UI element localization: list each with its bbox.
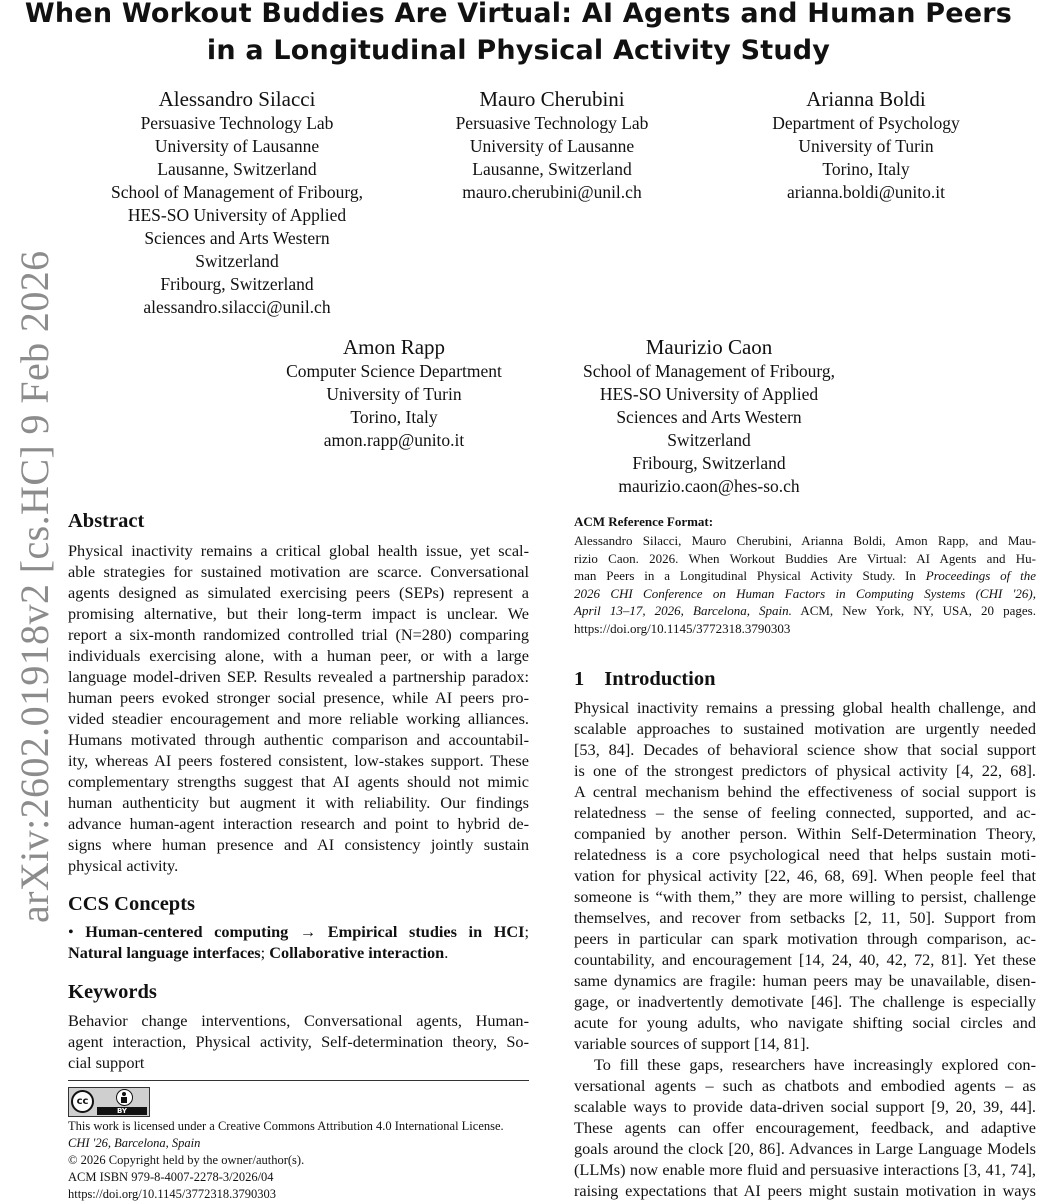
intro-line: To fill these gaps, researchers have increasingly explored con- xyxy=(594,1055,1036,1074)
intro-line: scalable approaches to sustained motivation are urgently needed xyxy=(574,719,1036,738)
affiliation-line: Torino, Italy xyxy=(822,159,910,179)
affiliation-line: HES-SO University of Applied xyxy=(599,384,819,404)
affiliation-line: HES-SO University of Applied xyxy=(127,205,347,225)
affiliation-line: Computer Science Department xyxy=(286,361,502,381)
acm-ref-doi[interactable]: https://doi.org/10.1145/3772318.3790303 xyxy=(574,620,791,636)
abstract-line: Humans motivated through authentic comparison and accountabil- xyxy=(68,730,529,749)
abstract-line: promising alternative, but their long-term impact is unclear. We xyxy=(68,604,529,623)
arxiv-id-text: arXiv:2602.01918v2 [cs.HC] 9 Feb 2026 xyxy=(12,250,57,923)
doi-link[interactable]: https://doi.org/10.1145/3772318.3790303 xyxy=(68,1187,276,1201)
affiliation-line: University of Turin xyxy=(798,136,934,156)
footnote-rule xyxy=(68,1080,529,1081)
author-email: maurizio.caon@hes-so.ch xyxy=(618,476,800,496)
abstract-line: human authenticity but augment it with reliability. Our findings xyxy=(68,793,529,812)
abstract-line: agents designed as simulated exercising peers (SEPs) represent a xyxy=(68,583,529,602)
affiliation-line: School of Management of Fribourg, xyxy=(583,361,835,381)
title-line-2: in a Longitudinal Physical Activity Study xyxy=(206,35,831,66)
bullet: • xyxy=(68,922,74,941)
abstract-line: individuals exercising alone, with a human peer, or with a large xyxy=(68,646,529,665)
acm-ref-date: April 13–17, 2026, Barcelona, Spain. xyxy=(574,603,792,618)
abstract-line: able strategies for sustained motivation are scarce. Conversational xyxy=(68,562,529,581)
author-email: mauro.cherubini@unil.ch xyxy=(462,182,642,202)
intro-line: A central mechanism behind the effectiveness of social support is xyxy=(574,782,1036,801)
abstract-line: physical activity. xyxy=(68,856,179,875)
affiliation-line: Switzerland xyxy=(667,430,751,450)
affiliation-line: University of Lausanne xyxy=(154,136,320,156)
author-block-2 xyxy=(456,87,649,204)
author-block-1 xyxy=(111,87,363,319)
author-name: Amon Rapp xyxy=(342,335,446,359)
author-name: Maurizio Caon xyxy=(645,335,773,359)
intro-line: someone is “with them,” they are more willing to persist, challenge xyxy=(574,887,1036,906)
abstract-line: complementary strengths suggest that AI agents should not mimic xyxy=(68,772,529,791)
abstract-line: human peers evoked stronger social presence, while AI peers pro- xyxy=(68,688,529,707)
intro-line: countability, and encouragement [14, 24, 40, 42, 72, 81]. Yet these xyxy=(574,950,1036,969)
author-name: Alessandro Silacci xyxy=(158,87,316,111)
attribution-person-icon xyxy=(116,1089,133,1106)
affiliation-line: Sciences and Arts Western xyxy=(144,228,330,248)
intro-line: goals around the clock [20, 86]. Advances in Large Language Models xyxy=(574,1139,1036,1158)
cc-by-badge xyxy=(68,1087,150,1117)
keywords-heading: Keywords xyxy=(68,981,157,1003)
ccs-concept: Natural language interfaces xyxy=(68,943,261,962)
introduction-body xyxy=(574,697,1036,1201)
intro-line: variable sources of support [14, 81]. xyxy=(574,1034,810,1053)
cc-icon: cc xyxy=(71,1090,94,1113)
affiliation-line: Department of Psychology xyxy=(772,113,960,133)
intro-line: vation for physical activity [22, 46, 68, 69]. When people feel that xyxy=(574,866,1036,885)
abstract-line: advance human-agent interaction research and point to hybrid de- xyxy=(68,814,529,833)
abstract-line: ity, whereas AI peers fostered consistent, low-stakes support. These xyxy=(68,751,529,770)
author-name: Mauro Cherubini xyxy=(479,87,625,111)
affiliation-line: Torino, Italy xyxy=(350,407,438,427)
abstract-line: language model-driven SEP. Results revealed a partnership paradox: xyxy=(68,667,529,686)
introduction-heading xyxy=(574,667,716,691)
affiliation-line: University of Turin xyxy=(326,384,462,404)
acm-ref-proceedings: Proceedings of the xyxy=(925,568,1036,583)
ccs-heading: CCS Concepts xyxy=(68,893,195,915)
intro-line: (LLMs) now enable more fluid and persuasive interactions [3, 41, 74], xyxy=(574,1160,1036,1179)
intro-line: scalable ways to provide data-driven social support [9, 20, 39, 44]. xyxy=(574,1097,1036,1116)
affiliation-line: School of Management of Fribourg, xyxy=(111,182,363,202)
section-title: Introduction xyxy=(604,668,716,690)
abstract-line: Physical inactivity remains a critical global health issue, yet scal- xyxy=(68,541,529,560)
acm-ref-line: Alessandro Silacci, Mauro Cherubini, Arianna Boldi, Amon Rapp, and Mau- xyxy=(574,533,1036,548)
title-line-1: When Workout Buddies Are Virtual: AI Agents and Human Peers xyxy=(24,0,1013,29)
intro-line: relatedness – the sense of feeling connected, supported, and ac- xyxy=(574,803,1036,822)
affiliation-line: Sciences and Arts Western xyxy=(616,407,802,427)
license-line: This work is licensed under a Creative Commons Attribution 4.0 International License. xyxy=(68,1119,504,1133)
intro-line: themselves, and recover from setbacks [2, 11, 50]. Support from xyxy=(574,908,1036,927)
intro-line: These agents can offer encouragement, feedback, and adaptive xyxy=(574,1118,1036,1137)
acm-ref-proceedings: 2026 CHI Conference on Human Factors in Computing Systems (CHI '26), xyxy=(574,585,1036,601)
affiliation-line: Lausanne, Switzerland xyxy=(472,159,632,179)
ccs-concept: Human-centered computing xyxy=(85,922,289,941)
author-email: arianna.boldi@unito.it xyxy=(786,182,946,202)
affiliation-line: Fribourg, Switzerland xyxy=(160,274,314,294)
author-email: amon.rapp@unito.it xyxy=(323,430,465,450)
keywords-line: Behavior change interventions, Conversational agents, Human- xyxy=(68,1011,529,1030)
author-block-5 xyxy=(583,335,835,498)
intro-line: [53, 84]. Decades of behavioral science show that social support xyxy=(574,740,1036,759)
acm-ref-text: man Peers in a Longitudinal Physical Activity Study. In xyxy=(574,568,916,583)
affiliation-line: Persuasive Technology Lab xyxy=(140,113,334,133)
abstract-line: signs where human presence and AI consistency jointly sustain xyxy=(68,835,529,854)
venue-line: CHI '26, Barcelona, Spain xyxy=(68,1136,201,1150)
affiliation-line: Lausanne, Switzerland xyxy=(157,159,317,179)
abstract-line: vided steadier encouragement and more reliable working alliances. xyxy=(68,709,529,728)
author-name: Arianna Boldi xyxy=(806,87,926,111)
affiliation-line: Switzerland xyxy=(195,251,279,271)
intro-line: Physical inactivity remains a pressing global health challenge, and xyxy=(574,698,1036,717)
keywords-body xyxy=(68,1010,529,1073)
intro-line: relatedness is a core psychological need that helps sustain moti- xyxy=(574,845,1036,864)
abstract-heading: Abstract xyxy=(68,510,145,532)
arrow-glyph: → xyxy=(299,922,317,941)
section-number: 1 xyxy=(574,668,585,690)
intro-line: acute for young adults, who navigate shifting social circles and xyxy=(574,1013,1036,1032)
acm-reference-label: ACM Reference Format: xyxy=(574,514,714,529)
affiliation-line: University of Lausanne xyxy=(469,136,635,156)
ccs-concept: Collaborative interaction xyxy=(269,943,445,962)
affiliation-line: Fribourg, Switzerland xyxy=(632,453,786,473)
keywords-line: cial support xyxy=(68,1053,145,1072)
intro-line: companied by another person. Within Self-Determination Theory, xyxy=(574,824,1036,843)
affiliation-line: Persuasive Technology Lab xyxy=(455,113,649,133)
abstract-body xyxy=(68,540,529,876)
ccs-concept: Empirical studies in HCI xyxy=(327,922,525,941)
author-email: alessandro.silacci@unil.ch xyxy=(143,297,331,317)
intro-line: is one of the strongest predictors of physical activity [4, 22, 68]. xyxy=(574,761,1036,780)
author-block-3 xyxy=(772,87,960,204)
abstract-line: report a six-month randomized controlled trial (N=280) comparing xyxy=(68,625,529,644)
license-text xyxy=(68,1118,504,1203)
intro-line: gage, or inadvertently demotivate [46]. The challenge is especially xyxy=(574,992,1036,1011)
copyright-line: © 2026 Copyright held by the owner/author(s). xyxy=(68,1153,305,1167)
intro-line: same dynamics are fragile: human peers may be unavailable, disen- xyxy=(574,971,1036,990)
acm-ref-publisher: ACM, New York, NY, USA, 20 pages. xyxy=(800,603,1036,618)
ccs-body: • Human-centered computing → Empirical studies in HCI; Natural language interfaces; Collaborative interaction. xyxy=(68,922,529,962)
paper-title xyxy=(0,0,1037,69)
acm-reference-body xyxy=(574,532,1036,637)
intro-line: versational agents – such as chatbots and embodied agents – as xyxy=(574,1076,1036,1095)
keywords-line: agent interaction, Physical activity, Self-determination theory, So- xyxy=(68,1032,529,1051)
by-label: BY xyxy=(97,1107,147,1115)
isbn-line: ACM ISBN 979-8-4007-2278-3/2026/04 xyxy=(68,1170,274,1184)
author-block-4 xyxy=(286,335,502,452)
acm-ref-line: rizio Caon. 2026. When Workout Buddies Are Virtual: AI Agents and Hu- xyxy=(574,550,1036,566)
intro-line: raising expectations that AI peers might sustain motivation in ways xyxy=(574,1181,1036,1200)
intro-line: peers in particular can spark motivation through comparison, ac- xyxy=(574,929,1036,948)
